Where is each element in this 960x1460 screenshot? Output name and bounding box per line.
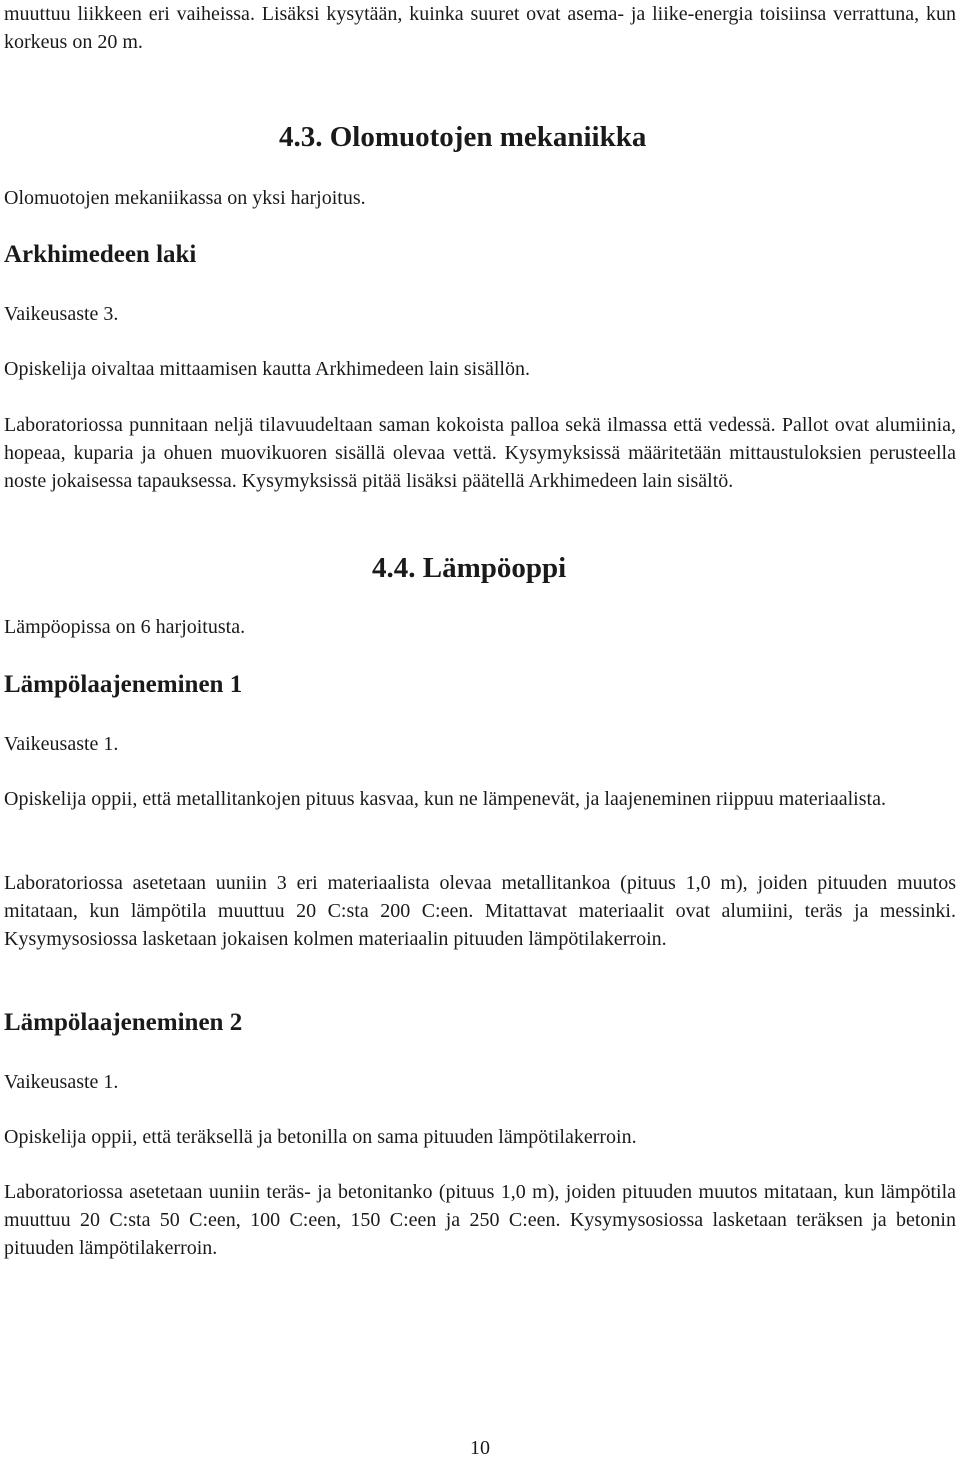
page-number: 10 xyxy=(470,1437,490,1459)
exercise-description-arkhimedeen: Laboratoriossa punnitaan neljä tilavuudeltaan saman kokoista palloa sekä ilmassa että vedessä. Pallot ovat alumiinia, hopeaa, kuparia ja ohuen muovikuoren sisällä olevaa vettä. Kysymyksissä määritetään mittaustuloksien perusteella noste jokaisessa tapauksessa. Kysymyksissä pitää lisäksi päätellä Arkhimedeen lain sisältö. xyxy=(4,414,956,492)
intro-paragraph: muuttuu liikkeen eri vaiheissa. Lisäksi kysytään, kuinka suuret ovat asema- ja liike-energia toisiinsa verrattuna, kun korkeus on 20 m. xyxy=(4,3,956,53)
section-heading-olomuotojen-mekaniikka: 4.3. Olomuotojen mekaniikka xyxy=(279,121,647,153)
exercise-title-lampolaajeneminen-1: Lämpölaajeneminen 1 xyxy=(4,671,243,698)
section-heading-lampooppi: 4.4. Lämpöoppi xyxy=(372,552,567,584)
exercise-description-lampolaajeneminen-1: Laboratoriossa asetetaan uuniin 3 eri materiaalista olevaa metallitankoa (pituus 1,0 m), joiden pituuden muutos mitataan, kun lämpötila muuttuu 20 C:sta 200 C:een. Mitattavat materiaalit ovat alumiini, teräs ja messinki. Kysymysosiossa lasketaan jokaisen kolmen materiaalin pituuden lämpötilakerroin. xyxy=(4,872,956,950)
exercise-difficulty-arkhimedeen: Vaikeusaste 3. xyxy=(4,303,119,325)
section-intro-lampooppi: Lämpöopissa on 6 harjoitusta. xyxy=(4,616,246,638)
exercise-difficulty-lampolaajeneminen-2: Vaikeusaste 1. xyxy=(4,1071,119,1093)
exercise-title-arkhimedeen-laki: Arkhimedeen laki xyxy=(4,241,197,268)
exercise-goal-lampolaajeneminen-2: Opiskelija oppii, että teräksellä ja betonilla on sama pituuden lämpötilakerroin. xyxy=(4,1126,637,1148)
exercise-title-lampolaajeneminen-2: Lämpölaajeneminen 2 xyxy=(4,1009,243,1036)
exercise-goal-arkhimedeen: Opiskelija oivaltaa mittaamisen kautta Arkhimedeen lain sisällön. xyxy=(4,358,530,380)
exercise-description-lampolaajeneminen-2: Laboratoriossa asetetaan uuniin teräs- ja betonitanko (pituus 1,0 m), joiden pituuden muutos mitataan, kun lämpötila muuttuu 20 C:sta 50 C:een, 100 C:een, 150 C:een ja 250 C:een. Kysymysosiossa lasketaan teräksen ja betonin pituuden lämpötilakerroin. xyxy=(4,1181,956,1259)
exercise-goal-lampolaajeneminen-1: Opiskelija oppii, että metallitankojen pituus kasvaa, kun ne lämpenevät, ja laajeneminen riippuu materiaalista. xyxy=(4,788,886,810)
section-intro-olomuotojen: Olomuotojen mekaniikassa on yksi harjoitus. xyxy=(4,187,366,209)
exercise-difficulty-lampolaajeneminen-1: Vaikeusaste 1. xyxy=(4,733,119,755)
